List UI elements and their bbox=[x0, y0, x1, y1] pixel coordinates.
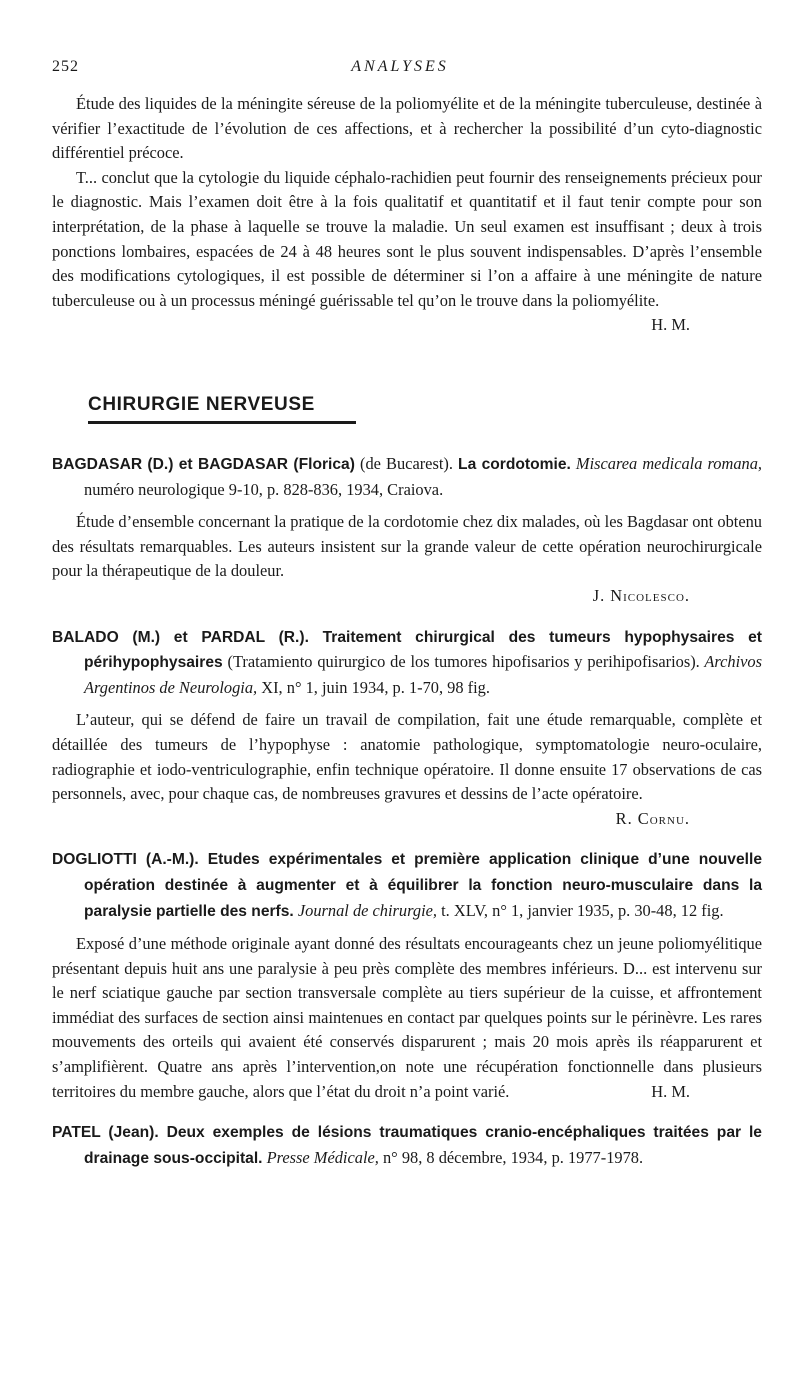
entry-abstract-text: Exposé d’une méthode originale ayant donné des résultats encourageants chez un jeune poliomyélitique présentant depuis huit ans une paralysie à peu près complète des membres inférieurs. D... est intervenu sur le nerf sciatique gauche par section transversale complète au tiers supérieur de la cuisse, et affrontement immédiat des surfaces de section ainsi maintenues en contact par quelques points sur le périnèvre. Les rares mouvements des orteils qui avaient été conservés disparurent ; mais 20 mois après ils réapparurent et s’amplifièrent. Quatre ans après l’intervention,on note une récupération fonctionnelle dans plusieurs territoires du membre gauche, alors que l’état du droit n’a point varié. bbox=[52, 934, 762, 1101]
entry-translation: (Tratamiento quirurgico de los tumores hipofisarios y perihipofisarios). bbox=[222, 652, 700, 672]
entry-title: La cordotomie. bbox=[458, 456, 571, 473]
section-rule bbox=[88, 421, 356, 424]
intro-block bbox=[52, 92, 762, 338]
entry-details: numéro neurologique 9-10, p. 828-836, 1934, Craiova. bbox=[84, 479, 444, 499]
entry-details: n° 98, 8 décembre, 1934, p. 1977-1978. bbox=[378, 1147, 644, 1167]
entry-title: Deux exemples de lésions traumatiques cranio-encéphaliques traitées par le drainage sous-occipital. bbox=[84, 1124, 762, 1167]
entry-journal: Presse Médicale, bbox=[262, 1147, 379, 1167]
entry-journal: Archivos Argentinos de Neurologia, bbox=[84, 652, 762, 697]
entry-citation bbox=[52, 847, 762, 924]
entry-authors: PATEL (Jean). bbox=[52, 1124, 159, 1142]
entries-block bbox=[52, 452, 762, 1171]
entry-signature: J. Nicolesco. bbox=[592, 585, 690, 605]
entry-citation bbox=[52, 452, 762, 502]
entry-balado bbox=[52, 625, 762, 832]
page-header bbox=[52, 58, 748, 80]
entry-authors: BALADO (M.) et PARDAL (R.). bbox=[52, 628, 309, 646]
entry-journal: Journal de chirurgie, bbox=[293, 900, 438, 920]
entry-citation bbox=[52, 1120, 762, 1171]
entry-abstract: Étude d’ensemble concernant la pratique de la cordotomie chez dix malades, où les Bagdasar ont obtenu des résultats remarquables. Les auteurs insistent sur la grande valeur de cette opération neurochirurgicale pour la thérapeutique de la douleur. bbox=[52, 512, 762, 581]
entry-bagdasar bbox=[52, 452, 762, 609]
section-title: CHIRURGIE NERVEUSE bbox=[88, 394, 315, 415]
intro-paragraph-1: Étude des liquides de la méningite séreuse de la poliomyélite et de la méningite tuberculeuse, destinée à vérifier l’exactitude de l’évolution de ces affections, et à rechercher la possibilité d’un cyto-diagnostic différentiel précoce. bbox=[52, 94, 762, 163]
intro-signature: H. M. bbox=[651, 315, 690, 335]
entry-title: Etudes expérimentales et première application clinique d’une nouvelle opération destinée à augmenter et à équilibrer la fonction neuro-musculaire dans la paralysie partielle des nerfs. bbox=[84, 851, 762, 920]
entry-details: t. XLV, n° 1, janvier 1935, p. 30-48, 12 fig. bbox=[437, 900, 724, 920]
entry-signature: H. M. bbox=[651, 1081, 690, 1101]
entry-citation bbox=[52, 625, 762, 701]
entry-title: Traitement chirurgical des tumeurs hypophysaires et périhypophysaires bbox=[84, 628, 762, 672]
entry-abstract: L’auteur, qui se défend de faire un travail de compilation, fait une étude remarquable, complète et détaillée des tumeurs de l’hypophyse : anatomie pathologique, symptomatologie neuro-oculaire, radiographie et iodo-ventriculographie, enfin technique opératoire. Il donne ensuite 17 observations de cas personnels, avec, pour chaque cas, de nombreuses gravures et dessins de l’acte opératoire. bbox=[52, 710, 762, 804]
entry-signature: R. Cornu. bbox=[615, 808, 690, 828]
page-number: 252 bbox=[52, 58, 79, 75]
entry-dogliotti bbox=[52, 847, 762, 1104]
entry-authors: DOGLIOTTI (A.-M.). bbox=[52, 851, 199, 869]
entry-authors: BAGDASAR (D.) et BAGDASAR (Florica) bbox=[52, 456, 355, 473]
entry-abstract bbox=[52, 932, 762, 1104]
entry-patel bbox=[52, 1120, 762, 1171]
entry-affiliation: (de Bucarest). bbox=[354, 454, 459, 473]
entry-journal: Miscarea medicala romana, bbox=[570, 454, 762, 473]
intro-paragraph-2 bbox=[52, 166, 762, 335]
entry-details: XI, n° 1, juin 1934, p. 1-70, 98 fig. bbox=[257, 677, 490, 697]
intro-paragraph-2-text: T... conclut que la cytologie du liquide céphalo-rachidien peut fournir des renseignements précieux pour le diagnostic. Mais l’examen doit être à la fois qualitatif et quantitatif et il faut tenir compte pour son interprétation, de la phase à laquelle se trouve la maladie. Un seul examen est insuffisant ; deux à trois ponctions lombaires, espacées de 24 à 48 heures sont le plus souvent indispensables. D’après l’ensemble des modifications cytologiques, il est possible de déterminer si l’on a affaire à une méningite de nature tuberculeuse ou à un processus méningé guérissable tel qu’on le trouve dans la poliomyélite. bbox=[52, 167, 762, 310]
running-title: ANALYSES bbox=[351, 58, 449, 75]
